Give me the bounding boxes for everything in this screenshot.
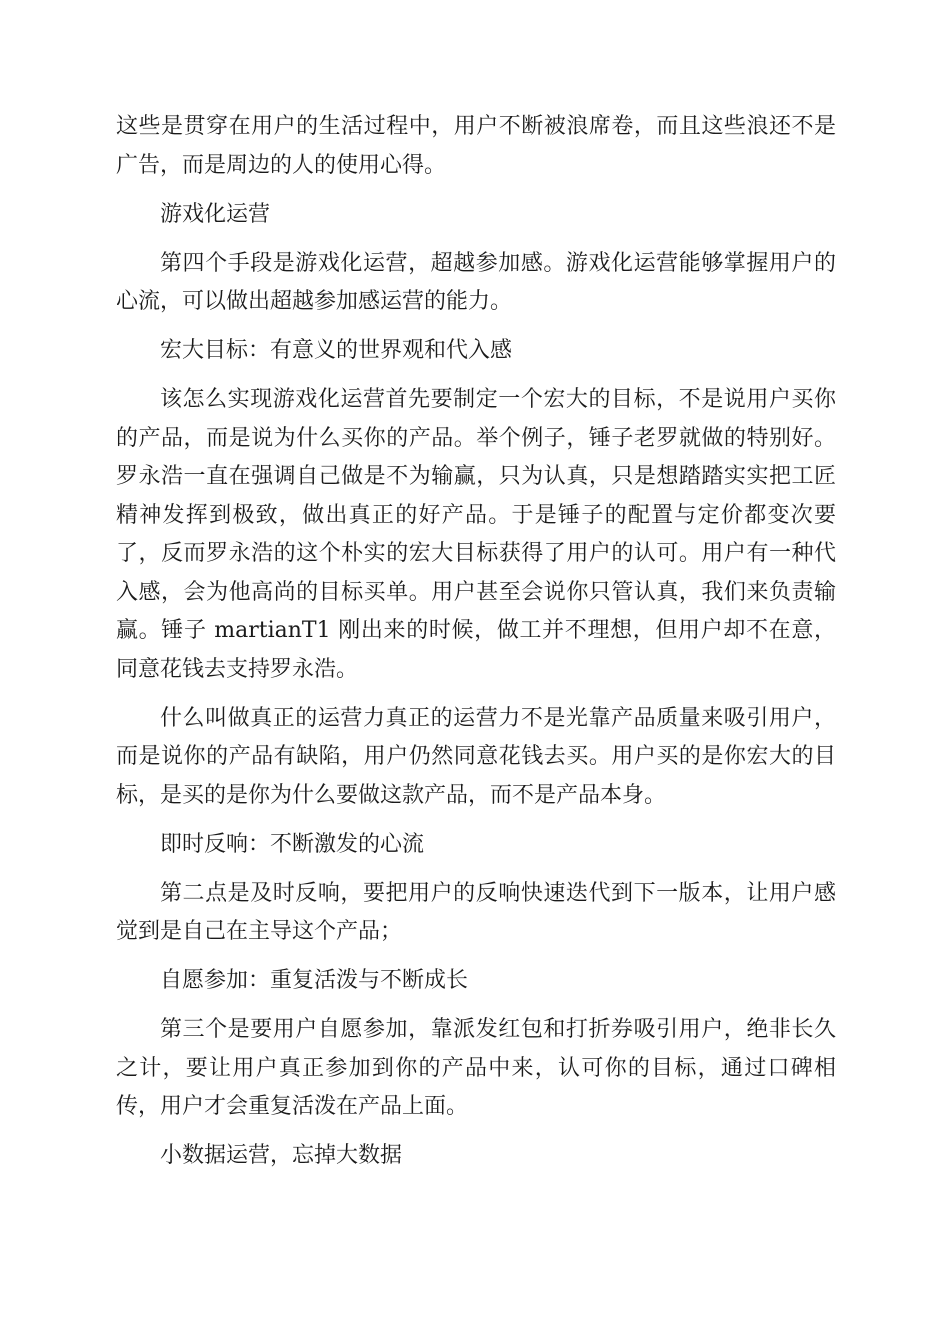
section-heading-gamification: 游戏化运营 [160,201,271,227]
section-heading-small-data: 小数据运营，忘掉大数据 [160,1143,403,1168]
paragraph-instant-feedback: 第二点是及时反响，要把用户的反响快速迭代到下一版本，让用户感觉到是自己在主导这个产品； [116,880,836,944]
section-heading-voluntary-participation: 自愿参加：重复活泼与不断成长 [160,968,469,993]
paragraph-operating-power: 什么叫做真正的运营力真正的运营力不是光靠产品质量来吸引用户，而是说你的产品有缺陷，用户仍然同意花钱去买。用户买的是你宏大的目标，是买的是你为什么要做这款产品，而不是产品本身。 [116,705,836,808]
paragraph-voluntary-participation: 第三个是要用户自愿参加，靠派发红包和打折券吸引用户，绝非长久之计，要让用户真正参加到你的产品中来，认可你的目标，通过口碑相传，用户才会重复活泼在产品上面。 [116,1017,836,1119]
section-heading-instant-feedback: 即时反响：不断激发的心流 [160,831,425,857]
paragraph-grand-goal: 该怎么实现游戏化运营首先要制定一个宏大的目标，不是说用户买你的产品，而是说为什么买你的产品。举个例子，锤子老罗就做的特别好。罗永浩一直在强调自己做是不为输赢，只为认真，只是想踏踏实实把工匠精神发挥到极致，做出真正的好产品。于是锤子的配置与定价都变次要了，反而罗永浩的这个朴实的宏大目标获得了用户的认可。用户有一种代入感，会为他高尚的目标买单。用户甚至会说你只管认真，我们来负责输赢。锤子 martianT1 刚出来的时候，做工并不理想，但用户却不在意，同意花钱去支持罗永浩。 [116,387,836,682]
paragraph-fourth-method: 第四个手段是游戏化运营，超越参加感。游戏化运营能够掌握用户的心流，可以做出超越参加感运营的能力。 [116,250,836,314]
paragraph-continuation: 这些是贯穿在用户的生活过程中，用户不断被浪席卷，而且这些浪还不是广告，而是周边的人的使用心得。 [116,114,836,178]
document-body [116,108,836,1186]
section-heading-grand-goal: 宏大目标：有意义的世界观和代入感 [160,338,513,363]
